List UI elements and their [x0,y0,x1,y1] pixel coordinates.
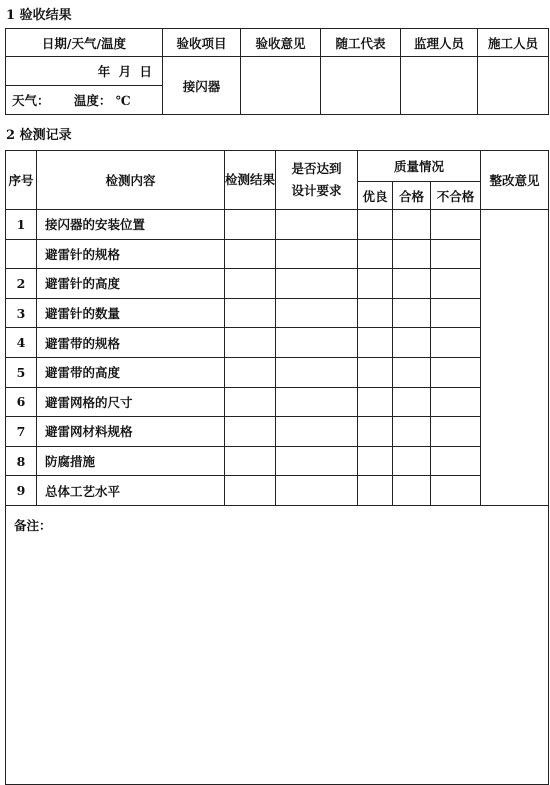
acceptance-result-table [5,28,549,115]
acceptance-item-value: 接闪器 [163,57,241,115]
row-excellent-cell[interactable] [358,446,393,476]
section2-title: 2 检测记录 [6,128,72,143]
header-meets-design: 是否达到设计要求 [276,151,358,210]
row-meets-design-cell[interactable] [276,239,358,269]
row-pass-cell[interactable] [393,239,431,269]
row-fail-cell[interactable] [431,269,481,299]
row-inspection-content: 避雷网格的尺寸 [37,387,225,417]
row-pass-cell[interactable] [393,387,431,417]
row-meets-design-cell[interactable] [276,357,358,387]
row-inspection-content: 避雷针的数量 [37,298,225,328]
row-excellent-cell[interactable] [358,357,393,387]
constructor-cell[interactable] [478,57,549,115]
remarks-label: 备注： [14,517,52,533]
table-row [6,328,549,358]
row-meets-design-cell[interactable] [276,269,358,299]
row-pass-cell[interactable] [393,417,431,447]
row-fail-cell[interactable] [431,417,481,447]
inspection-record-table [5,150,549,785]
row-serial-no: 7 [6,417,37,447]
row-result-cell[interactable] [225,239,276,269]
row-inspection-content: 避雷针的规格 [37,239,225,269]
row-inspection-content: 避雷带的规格 [37,328,225,358]
table-row [6,417,549,447]
header-quality: 质量情况 [358,151,481,182]
row-fail-cell[interactable] [431,210,481,240]
row-inspection-content: 总体工艺水平 [37,476,225,506]
table-row [6,387,549,417]
row-inspection-content: 避雷带的高度 [37,357,225,387]
row-serial-no: 5 [6,357,37,387]
row-meets-design-cell[interactable] [276,476,358,506]
row-inspection-content: 防腐措施 [37,446,225,476]
header-fail: 不合格 [431,182,481,210]
row-pass-cell[interactable] [393,210,431,240]
row-inspection-content: 避雷网材料规格 [37,417,225,447]
row-excellent-cell[interactable] [358,387,393,417]
header-rectification: 整改意见 [481,151,549,210]
row-fail-cell[interactable] [431,476,481,506]
rectification-cell[interactable] [481,210,549,506]
row-result-cell[interactable] [225,446,276,476]
table-row [6,210,549,240]
header-excellent: 优良 [358,182,393,210]
weather-label: 天气： [12,93,50,108]
row-pass-cell[interactable] [393,328,431,358]
header-inspection-content: 检测内容 [37,151,225,210]
row-excellent-cell[interactable] [358,210,393,240]
row-serial-no: 3 [6,298,37,328]
row-fail-cell[interactable] [431,239,481,269]
table-row [6,446,549,476]
row-meets-design-cell[interactable] [276,328,358,358]
table-row [6,269,549,299]
date-line[interactable]: 年 月 日 [6,57,163,86]
row-result-cell[interactable] [225,417,276,447]
header-site-representative: 随工代表 [321,29,401,57]
row-result-cell[interactable] [225,357,276,387]
row-pass-cell[interactable] [393,269,431,299]
supervisor-cell[interactable] [401,57,478,115]
temperature-label: 温度： ℃ [73,93,131,108]
row-pass-cell[interactable] [393,298,431,328]
header-constructor: 施工人员 [478,29,549,57]
header-serial-no: 序号 [6,151,37,210]
row-excellent-cell[interactable] [358,298,393,328]
inspection-rows [6,210,549,506]
row-meets-design-cell[interactable] [276,446,358,476]
row-result-cell[interactable] [225,328,276,358]
row-result-cell[interactable] [225,476,276,506]
row-fail-cell[interactable] [431,298,481,328]
table-row [6,239,549,269]
row-result-cell[interactable] [225,269,276,299]
row-excellent-cell[interactable] [358,239,393,269]
site-representative-cell[interactable] [321,57,401,115]
weather-temp-cell[interactable] [6,86,163,115]
row-pass-cell[interactable] [393,357,431,387]
row-serial-no: 9 [6,476,37,506]
row-result-cell[interactable] [225,387,276,417]
row-result-cell[interactable] [225,210,276,240]
row-meets-design-cell[interactable] [276,210,358,240]
row-inspection-content: 接闪器的安装位置 [37,210,225,240]
row-inspection-content: 避雷针的高度 [37,269,225,299]
section1-title: 1 验收结果 [6,8,72,23]
row-excellent-cell[interactable] [358,417,393,447]
row-fail-cell[interactable] [431,357,481,387]
row-serial-no [6,239,37,269]
header-date-weather-temp: 日期/天气/温度 [6,29,163,57]
table-row [6,357,549,387]
row-meets-design-cell[interactable] [276,387,358,417]
table-row [6,476,549,506]
row-fail-cell[interactable] [431,328,481,358]
table-row [6,298,549,328]
remarks-cell[interactable] [6,505,549,784]
row-meets-design-cell[interactable] [276,417,358,447]
row-serial-no: 2 [6,269,37,299]
row-excellent-cell[interactable] [358,328,393,358]
row-fail-cell[interactable] [431,387,481,417]
header-supervisor: 监理人员 [401,29,478,57]
row-pass-cell[interactable] [393,446,431,476]
row-excellent-cell[interactable] [358,476,393,506]
header-acceptance-item: 验收项目 [163,29,241,57]
row-excellent-cell[interactable] [358,269,393,299]
acceptance-opinion-cell[interactable] [241,57,321,115]
header-acceptance-opinion: 验收意见 [241,29,321,57]
row-serial-no: 6 [6,387,37,417]
header-inspection-result: 检测结果 [225,151,276,210]
row-serial-no: 1 [6,210,37,240]
row-fail-cell[interactable] [431,446,481,476]
header-pass: 合格 [393,182,431,210]
row-meets-design-cell[interactable] [276,298,358,328]
row-result-cell[interactable] [225,298,276,328]
row-serial-no: 4 [6,328,37,358]
row-pass-cell[interactable] [393,476,431,506]
row-serial-no: 8 [6,446,37,476]
